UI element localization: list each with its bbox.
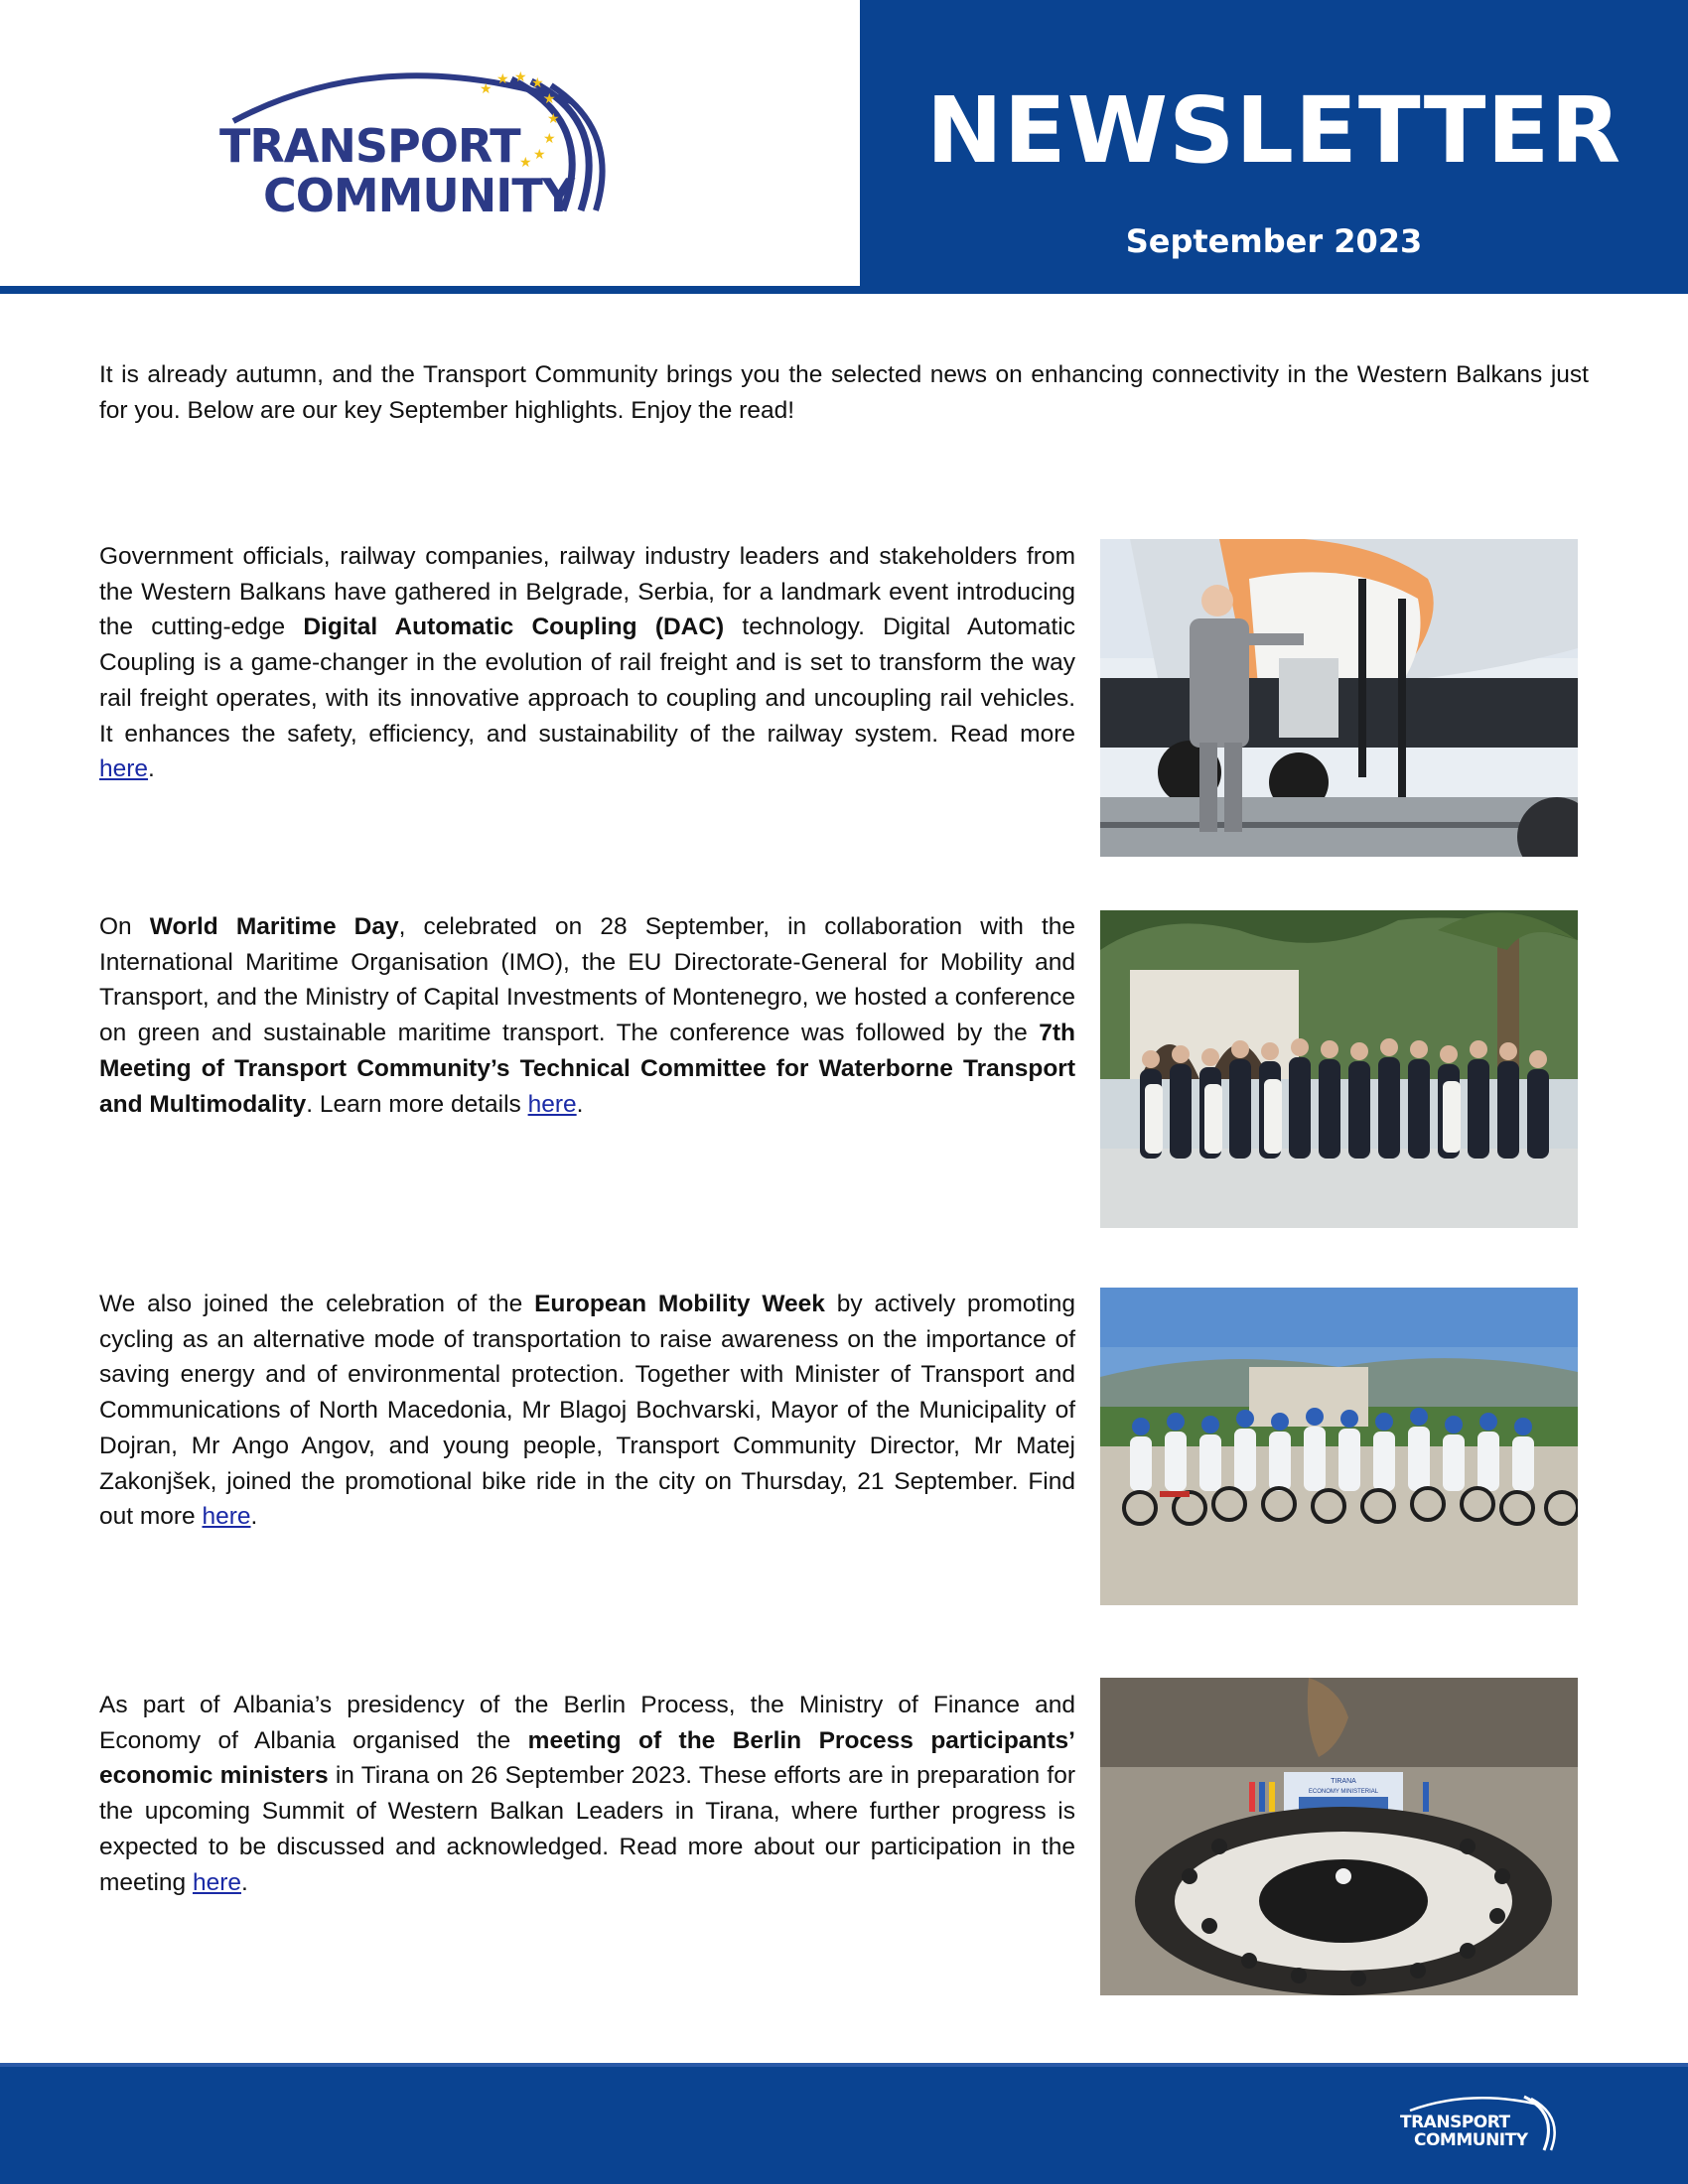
article-maritime-day: [99, 909, 1075, 1122]
article-text: .: [241, 1868, 248, 1896]
svg-text:★: ★: [519, 155, 532, 171]
article-text: . Learn more details: [306, 1090, 528, 1118]
learn-more-link[interactable]: here: [527, 1090, 577, 1118]
footer-logo[interactable]: [1400, 2089, 1559, 2158]
intro-paragraph: It is already autumn, and the Transport Community brings you the selected news on enhancing connectivity in the Western Balkans just for you. Below are our key September highlights. Enjoy the read!: [99, 361, 1589, 424]
transport-community-logo[interactable]: [213, 62, 611, 230]
article-text: in Tirana on 26 September 2023. These efforts are in preparation for the upcoming Summit of Western Balkan Leaders in Tirana, where further progress is expected to be discussed and acknowledged. Read more about our participation in the meeting: [99, 1762, 1075, 1896]
article-highlight: World Maritime Day: [149, 913, 399, 940]
newsletter-date: September 2023: [1125, 222, 1423, 260]
article-berlin-process: [99, 1688, 1075, 1900]
svg-text:★: ★: [543, 131, 556, 147]
article-text: As part of Albania’s presidency of the Berlin Process, the Ministry of Finance and Economy of Albania organised the: [99, 1692, 1075, 1754]
photo-ministerial-meeting: [1100, 1678, 1578, 1995]
article-text: We also joined the celebration of the: [99, 1291, 535, 1317]
svg-text:★: ★: [547, 111, 560, 127]
article-highlight: 7th Meeting of Transport Community’s Technical Committee for Waterborne Transport and Multimodality: [99, 1020, 1075, 1118]
screen-text-line2: ECONOMY MINISTERIAL: [1308, 1789, 1379, 1795]
article-text: .: [576, 1090, 584, 1118]
footer-logo-line2: COMMUNITY: [1414, 2130, 1528, 2150]
article-highlight: Digital Automatic Coupling (DAC): [303, 614, 725, 641]
article-text: .: [148, 755, 155, 783]
article-text: , celebrated on 28 September, in collaboration with the International Maritime Organisation (IMO), the EU Directorate-General for Mobility and Transport, and the Ministry of Capital Investments of Montenegro, we hosted a conference on green and sustainable maritime transport. The conference was followed by the: [99, 913, 1075, 1047]
article-text: Government officials, railway companies, railway industry leaders and stakeholders from the Western Balkans have gathered in Belgrade, Serbia, for a landmark event introducing the cutting-edge: [99, 543, 1075, 641]
article-dac: [99, 539, 1075, 787]
photo-dac-train: [1100, 539, 1578, 857]
svg-text:★: ★: [543, 91, 556, 107]
find-out-more-link[interactable]: here: [202, 1503, 251, 1531]
photo-bike-ride: [1100, 1288, 1578, 1605]
svg-text:★: ★: [514, 69, 527, 85]
logo-text-line1: TRANSPORT: [219, 119, 520, 173]
svg-text:★: ★: [533, 147, 546, 163]
article-mobility-week: [99, 1287, 1075, 1535]
article-text: by actively promoting cycling as an alternative mode of transportation to raise awareness on the importance of saving energy and of environmental protection. Together with Minister of Transport and Communications of North Macedonia, Mr Blagoj Bochvarski, Mayor of the Municipality of Dojran, Mr Ango Angov, and young people, Transport Community Director, Mr Matej Zakonjšek, joined the promotional bike ride in the city on Thursday, 21 September. Find out more: [99, 1291, 1076, 1531]
read-more-link[interactable]: here: [192, 1868, 242, 1896]
photo-maritime-group: [1100, 910, 1578, 1228]
footer-logo-line1: TRANSPORT: [1400, 2113, 1510, 2132]
svg-text:★: ★: [480, 81, 492, 97]
article-text: On: [99, 913, 150, 940]
header-divider: [0, 286, 1688, 294]
screen-text-line1: TIRANA: [1331, 1778, 1356, 1785]
article-highlight: European Mobility Week: [534, 1291, 825, 1317]
article-text: .: [250, 1503, 258, 1531]
svg-text:★: ★: [531, 75, 544, 91]
newsletter-title: NEWSLETTER: [925, 77, 1622, 184]
article-text: technology. Digital Automatic Coupling is a game-changer in the evolution of rail freight and is set to transform the way rail freight operates, with its innovative approach to coupling and uncoupling rail vehicles. It enhances the safety, efficiency, and sustainability of the railway system. Read more: [99, 614, 1075, 748]
read-more-link[interactable]: here: [99, 755, 149, 783]
article-highlight: meeting of the Berlin Process participants’ economic ministers: [99, 1726, 1075, 1790]
svg-text:★: ★: [496, 71, 509, 87]
logo-text-line2: COMMUNITY: [263, 169, 575, 222]
